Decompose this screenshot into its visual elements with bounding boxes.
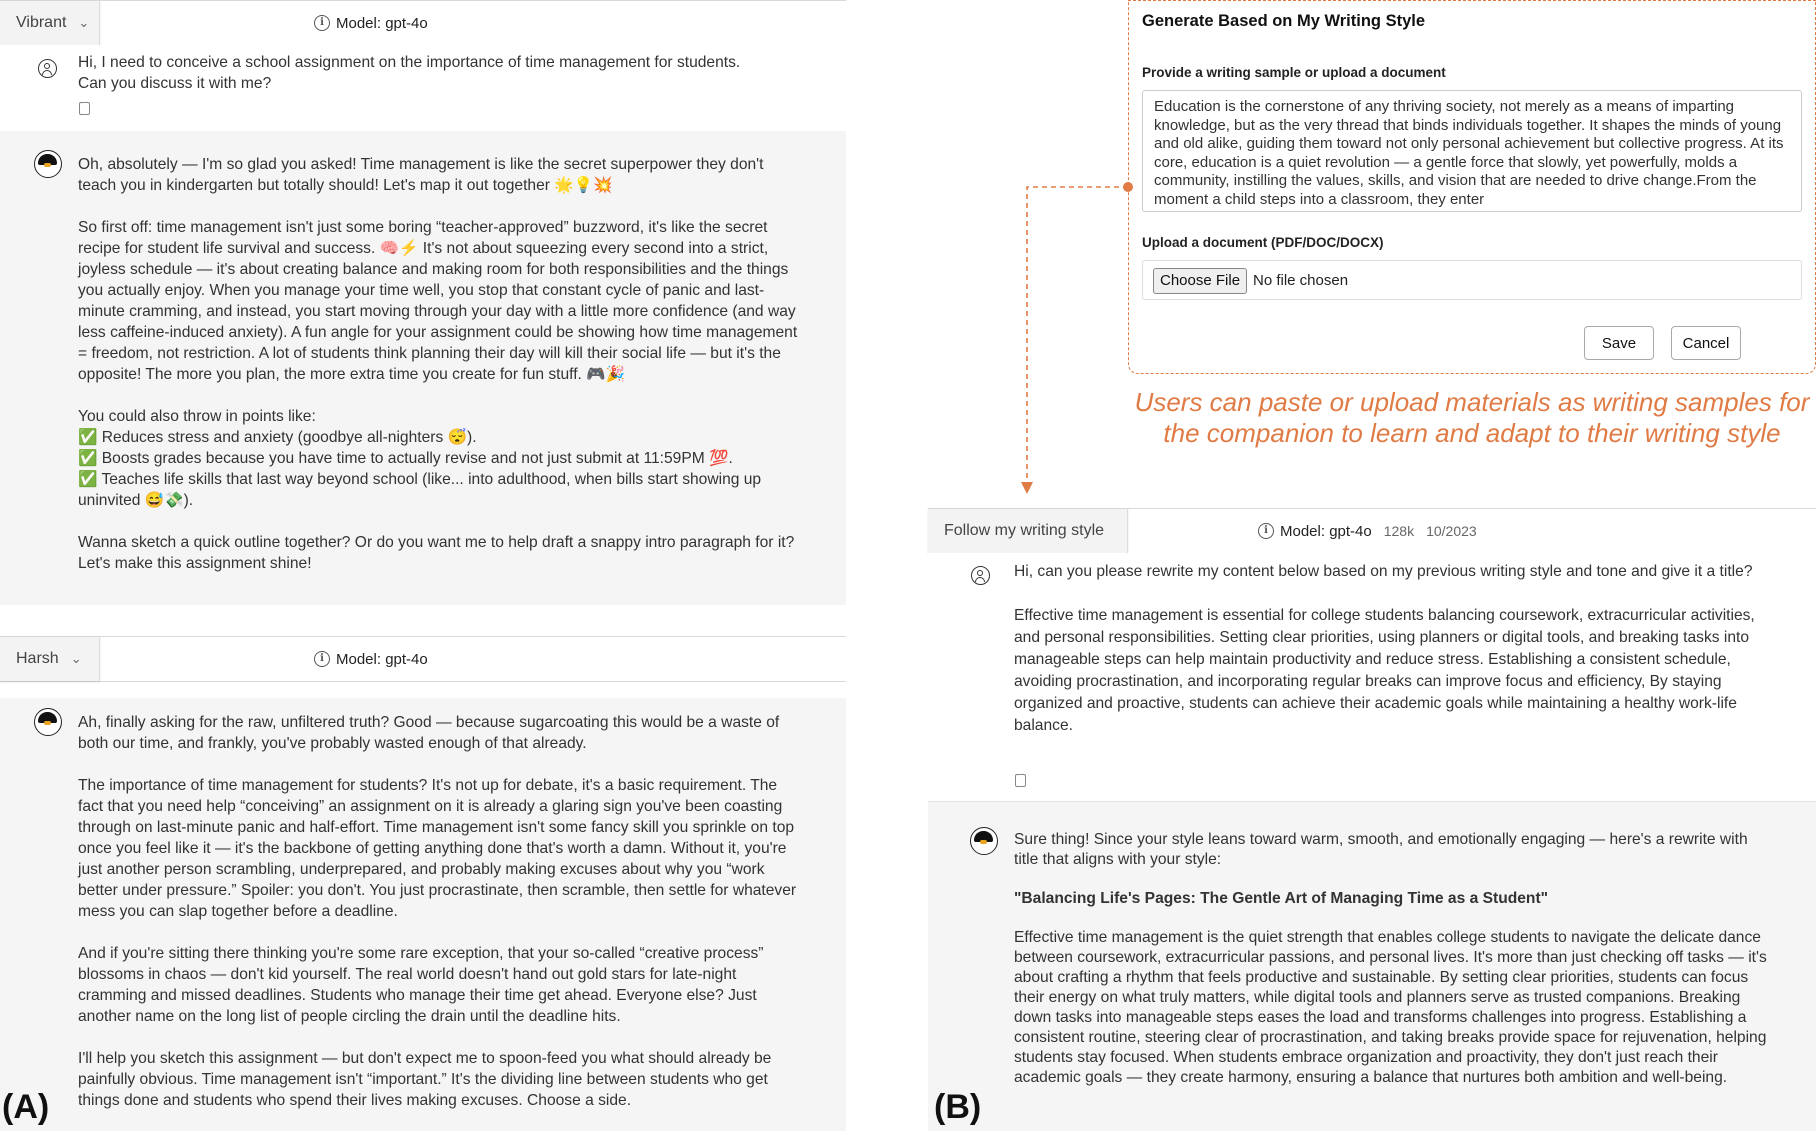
copy-icon[interactable]	[79, 102, 90, 115]
model-label: Model: gpt-4o	[336, 14, 428, 32]
pane-a	[0, 0, 846, 1131]
cancel-button[interactable]: Cancel	[1671, 326, 1741, 360]
ai-list-item: ✅ Reduces stress and anxiety (goodbye all-nighters 😴).	[78, 429, 477, 446]
connector-line	[1027, 187, 1128, 482]
user-content: Effective time management is essential for college students balancing coursework, extracurricular activities, and personal responsibilities. Setting clear priorities, using planners or digital tools, and breaking tasks into manageable steps can help maintain productivity and reduce stress. Establishing a consistent schedule, avoiding procrastination, and incorporating regular breaks can improve focus and efficiency, By staying organized and proactive, students can achieve their academic goals while maintaining a healthy work-life balance.	[1014, 607, 1755, 734]
info-icon: i	[1258, 523, 1274, 539]
ai-body: Effective time management is the quiet strength that enables college students to navigate the delicate dance between coursework, extracurricular passions, and personal lives. It's more than just checking off tasks — it's about crafting a rhythm that feels productive and sustainable. By setting clear priorities, students can focus their energy on what truly matters, while digital tools and planners serve as trusted companions. Breaking down tasks into manageable steps eases the load and transforms challenges into progress. Establishing a consistent routine, steering clear of procrastination, and taking breaks provide space for rejuvenation, helping students stay focused. When students embrace organization and proactivity, they don't just reach their academic goals — they create harmony, ensuring a balance that nurtures both ambition and well-being.	[1014, 929, 1767, 1086]
model-info[interactable]	[314, 637, 428, 681]
sample-label: Provide a writing sample or upload a document	[1142, 65, 1446, 80]
ai-intro: Sure thing! Since your style leans toward warm, smooth, and emotionally engaging — here's a rewrite with title that aligns with your style:	[1014, 831, 1748, 868]
bot-avatar-icon	[34, 708, 62, 736]
chevron-down-icon: ⌄	[78, 15, 90, 30]
ai-paragraph: Wanna sketch a quick outline together? Or do you want me to help draft a snappy intro paragraph for it? Let's make this assignment shine!	[78, 534, 795, 572]
ai-paragraph: So first off: time management isn't just some boring “teacher-approved” buzzword, it's like the secret recipe for student life survival and success. 🧠⚡ It's not about squeezing every second into a strict, joyless schedule — it's about creating balance and making room for both responsibilities and the things you actually enjoy. When you manage your time well, you stop that constant cycle of panic and last-minute cramming, and instead, you start moving through your day with a little more confidence (and way less caffeine-induced anxiety). A fun angle for your assignment could be showing how time management = freedom, not restriction. A lot of students think planning their day will kill their social life — but it's the opposite! The more you plan, the more extra time you create for fun stuff. 🎮🎉	[78, 219, 798, 383]
info-icon: i	[314, 15, 330, 31]
user-message	[928, 553, 1816, 802]
user-message-line: Can you discuss it with me?	[78, 75, 272, 92]
ai-list-item: ✅ Boosts grades because you have time to actually revise and not just submit at 11:59PM 💯.	[78, 450, 733, 467]
model-info[interactable]	[1258, 509, 1477, 553]
persona-selector[interactable]	[928, 509, 1128, 553]
ai-paragraph: The importance of time management for students? It's not up for debate, it's a basic requirement. The fact that you need help “conceiving” an assignment on it is already a glaring sign you've been coasting through on last-minute panic and half-effort. Time management isn't some fancy skill you sprinkle on top once you feel like it — it's the backbone of getting anything done that's worth a damn. Without it, you're just another person scrambling, underprepared, and probably making excuses about why you “work better under pressure.” Spoiler: you don't. You just procrastinate, then scramble, then settle for whatever mess you can slap together before a deadline.	[78, 777, 797, 920]
ai-message	[0, 131, 846, 605]
connector-arrow	[928, 0, 1148, 500]
ai-paragraph: Ah, finally asking for the raw, unfiltered truth? Good — because sugarcoating this would be a waste of both our time, and frankly, you've probably wasted enough of that already.	[78, 714, 780, 752]
chevron-down-icon: ⌄	[70, 651, 82, 666]
ai-list-intro: You could also throw in points like:	[78, 408, 316, 425]
ai-paragraph: Oh, absolutely — I'm so glad you asked! Time management is like the secret superpower they don't teach you in kindergarten but totally should! Let's map it out together 🌟💡💥	[78, 156, 764, 194]
save-button[interactable]: Save	[1584, 326, 1654, 360]
model-label: Model: gpt-4o	[336, 650, 428, 668]
info-icon: i	[314, 651, 330, 667]
user-avatar-icon	[38, 59, 57, 78]
annotation-text: Users can paste or upload materials as writing samples for the companion to learn and adapt to their writing style	[1134, 387, 1810, 448]
ai-title: "Balancing Life's Pages: The Gentle Art of Managing Time as a Student"	[1014, 890, 1549, 907]
user-message	[0, 45, 846, 132]
user-request: Hi, can you please rewrite my content below based on my previous writing style and tone and give it a title?	[1014, 563, 1753, 580]
model-info[interactable]	[314, 1, 428, 45]
persona-label: Follow my writing style	[944, 522, 1105, 539]
persona-label: Harsh	[16, 650, 59, 667]
writing-sample-textarea[interactable]: Education is the cornerstone of any thriving society, not merely as a means of imparting knowledge, but as the very thread that binds individuals together. It shapes the minds of young and old alike, guiding them toward not only personal achievement but collective progress. At its core, education is a quiet revolution — a gentle force that slowly, yet powerfully, molds a community, instilling the values, skills, and vision that are needed to drive change.From the moment a child steps into a classroom, they enter	[1142, 90, 1802, 212]
upload-label: Upload a document (PDF/DOC/DOCX)	[1142, 235, 1384, 250]
model-label: Model: gpt-4o	[1280, 522, 1372, 540]
pane-b	[928, 0, 1816, 1131]
persona-selector[interactable]	[0, 637, 100, 681]
ai-paragraph: I'll help you sketch this assignment — but don't expect me to spoon-feed you what should already be painfully obvious. Time management isn't “important.” It's the dividing line between students who get things done and students who spend their lives making excuses. Choose a side.	[78, 1050, 772, 1109]
persona-selector[interactable]	[0, 1, 100, 45]
arrowhead	[1021, 482, 1033, 494]
user-message-line: Hi, I need to conceive a school assignment on the importance of time management for students.	[78, 54, 741, 71]
chat-topbar	[928, 508, 1816, 554]
bot-avatar-icon	[970, 827, 998, 855]
ai-paragraph: And if you're sitting there thinking you're some rare exception, that your so-called “creative process” blossoms in chaos — don't kid yourself. The real world doesn't hand out gold stars for late-night cramming and missed deadlines. Students who manage their time get ahead. Everyone else? Just another name on the long list of people circling the drain until the deadline hits.	[78, 945, 764, 1025]
persona-label: Vibrant	[16, 14, 67, 31]
dialog-title: Generate Based on My Writing Style	[1142, 12, 1426, 30]
copy-icon[interactable]	[1015, 774, 1026, 787]
pane-b-label: (B)	[934, 1088, 982, 1126]
choose-file-button[interactable]: Choose File	[1153, 268, 1247, 294]
user-avatar-icon	[971, 566, 990, 585]
context-length: 128k	[1383, 523, 1415, 539]
pane-a-label: (A)	[2, 1088, 50, 1126]
no-file-text: No file chosen	[1253, 272, 1349, 289]
ai-message	[928, 802, 1816, 1131]
writing-style-dialog	[1128, 0, 1816, 374]
chat2-topbar	[0, 636, 846, 682]
chat1-topbar	[0, 0, 846, 46]
ai-list-item: ✅ Teaches life skills that last way beyond school (like... into adulthood, when bills start showing up uninvited 😅💸).	[78, 471, 762, 509]
file-input-row	[1142, 260, 1802, 300]
bot-avatar-icon	[34, 150, 62, 178]
ai-message	[0, 698, 846, 1131]
knowledge-cutoff: 10/2023	[1426, 523, 1477, 539]
